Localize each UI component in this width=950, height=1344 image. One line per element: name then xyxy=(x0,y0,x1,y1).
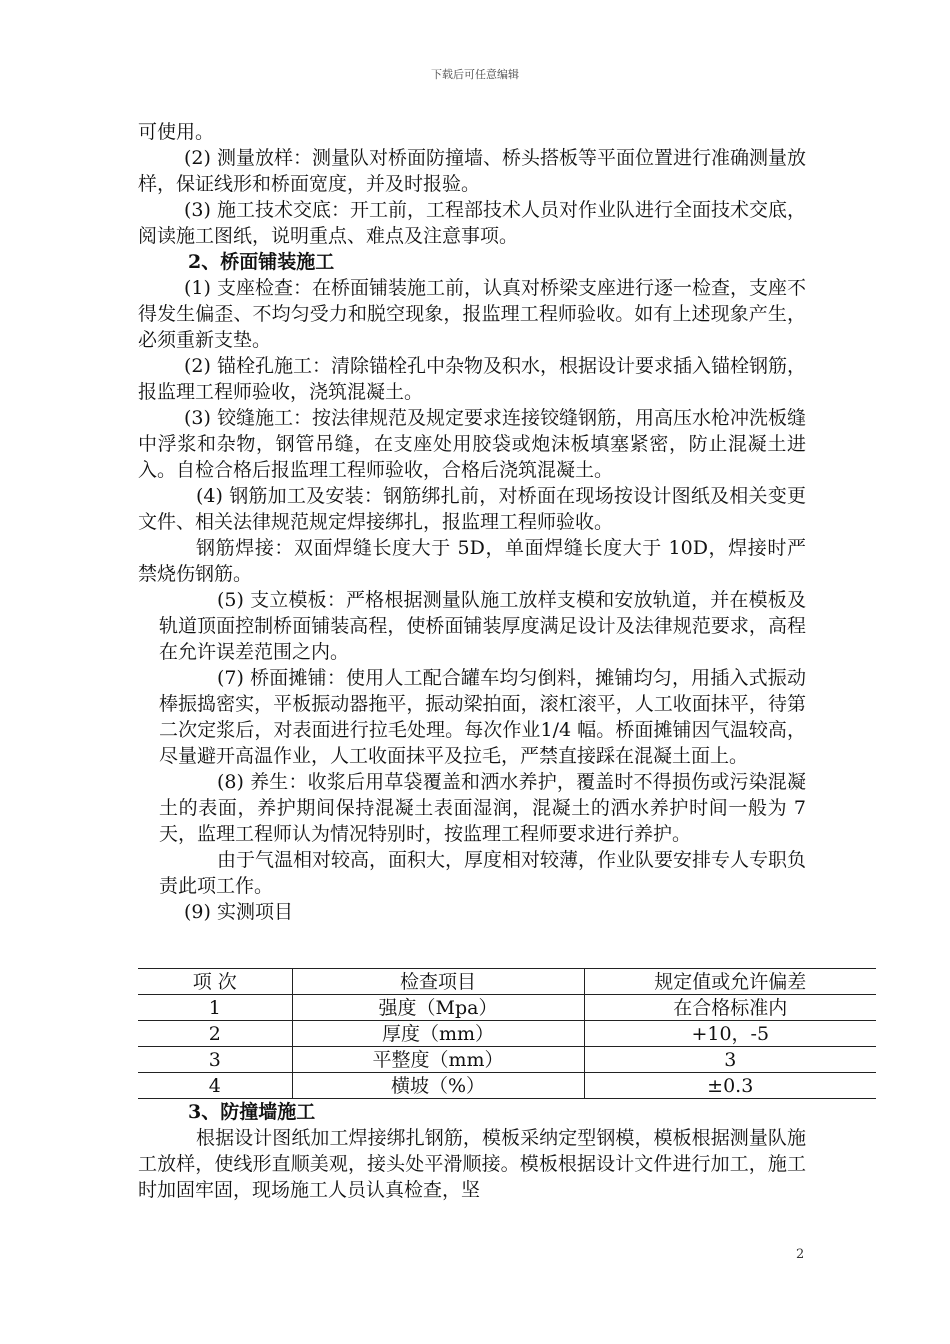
table-cell: 在合格标准内 xyxy=(584,995,876,1021)
paragraph-measured-items: (9) 实测项目 xyxy=(184,901,293,923)
table-cell: 横坡（%） xyxy=(292,1073,584,1099)
table-cell: 4 xyxy=(138,1073,292,1099)
indented-block xyxy=(138,587,806,899)
page-number: 2 xyxy=(796,1247,805,1262)
section-heading-deck-paving: 2、桥面铺装施工 xyxy=(188,251,335,273)
table-cell: 平整度（mm） xyxy=(292,1047,584,1073)
table-cell: 厚度（mm） xyxy=(292,1021,584,1047)
paragraph-formwork: (5) 支立模板：严格根据测量队施工放样支模和安放轨道，并在模板及轨道顶面控制桥面铺装高程，使桥面铺装厚度满足设计及法律规范要求，高程在允许误差范围之内。 xyxy=(159,589,806,663)
paragraph-rebar-install: (4) 钢筋加工及安装：钢筋绑扎前，对桥面在现场按设计图纸及相关变更文件、相关法律规范规定焊接绑扎，报监理工程师验收。 xyxy=(138,485,806,533)
table-header-cell: 项 次 xyxy=(138,969,292,995)
inspection-table xyxy=(138,968,876,1099)
table-header-cell: 规定值或允许偏差 xyxy=(584,969,876,995)
table-row xyxy=(138,995,876,1021)
table-header-cell: 检查项目 xyxy=(292,969,584,995)
paragraph-survey-layout: (2) 测量放样：测量队对桥面防撞墙、桥头搭板等平面位置进行准确测量放样，保证线形和桥面宽度，并及时报验。 xyxy=(138,147,806,195)
paragraph-anchor-holes: (2) 锚栓孔施工：清除锚栓孔中杂物及积水，根据设计要求插入锚栓钢筋，报监理工程师验收，浇筑混凝土。 xyxy=(138,355,806,403)
table-cell: ±0.3 xyxy=(584,1073,876,1099)
table-row xyxy=(138,1073,876,1099)
table-cell: 3 xyxy=(584,1047,876,1073)
document-body xyxy=(138,119,806,925)
paragraph: 可使用。 xyxy=(138,121,215,143)
table-cell: 2 xyxy=(138,1021,292,1047)
table-cell: 3 xyxy=(138,1047,292,1073)
paragraph-deck-spreading: (7) 桥面摊铺：使用人工配合罐车均匀倒料，摊铺均匀，用插入式振动棒振捣密实，平板振动器拖平，振动梁拍面，滚杠滚平，人工收面抹平，待第二次定浆后，对表面进行拉毛处理。每次作业1/4 幅。桥面摊铺因气温较高，尽量避开高温作业，人工收面抹平及拉毛，严禁直接踩在混凝土面上。 xyxy=(159,667,806,767)
page-header: 下载后可任意编辑 xyxy=(431,68,519,81)
paragraph-barrier-construction: 根据设计图纸加工焊接绑扎钢筋，模板采纳定型钢模，模板根据测量队施工放样，使线形直顺美观，接头处平滑顺接。模板根据设计文件进行加工，施工时加固牢固，现场施工人员认真检查，坚 xyxy=(138,1127,806,1201)
table-cell: +10，-5 xyxy=(584,1021,876,1047)
paragraph-curing: (8) 养生：收浆后用草袋覆盖和洒水养护，覆盖时不得损伤或污染混凝土的表面，养护期间保持混凝土表面湿润，混凝土的洒水养护时间一般为 7 天，监理工程师认为情况特别时，按监理工程师要求进行养护。 xyxy=(159,771,806,845)
paragraph-hinge-joint: (3) 铰缝施工：按法律规范及规定要求连接铰缝钢筋，用高压水枪冲洗板缝中浮浆和杂物，钢管吊缝，在支座处用胶袋或炮沫板填塞紧密，防止混凝土进入。自检合格后报监理工程师验收，合格后浇筑混凝土。 xyxy=(138,407,806,481)
table-row xyxy=(138,1047,876,1073)
table-cell: 1 xyxy=(138,995,292,1021)
table-header-row xyxy=(138,969,876,995)
paragraph-rebar-welding: 钢筋焊接：双面焊缝长度大于 5D，单面焊缝长度大于 10D，焊接时严禁烧伤钢筋。 xyxy=(138,537,806,585)
paragraph-technical-briefing: (3) 施工技术交底：开工前，工程部技术人员对作业队进行全面技术交底，阅读施工图纸，说明重点、难点及注意事项。 xyxy=(138,199,806,247)
document-body-continued xyxy=(138,1099,806,1203)
paragraph-staffing-note: 由于气温相对较高，面积大，厚度相对较薄，作业队要安排专人专职负责此项工作。 xyxy=(159,849,807,897)
section-heading-crash-barrier: 3、防撞墙施工 xyxy=(188,1101,316,1123)
table-cell: 强度（Mpa） xyxy=(292,995,584,1021)
table-row xyxy=(138,1021,876,1047)
paragraph-bearing-check: (1) 支座检查：在桥面铺装施工前，认真对桥梁支座进行逐一检查，支座不得发生偏歪、不均匀受力和脱空现象，报监理工程师验收。如有上述现象产生，必须重新支垫。 xyxy=(138,277,806,351)
